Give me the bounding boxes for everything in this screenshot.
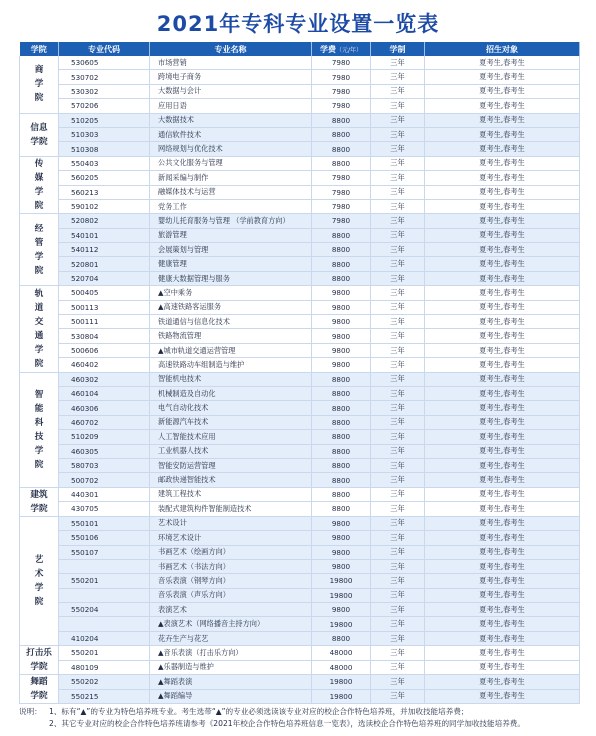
code-cell: 560213 — [59, 185, 150, 199]
code-cell: 570206 — [59, 99, 150, 113]
fee-cell: 48000 — [312, 660, 371, 675]
code-cell: 480109 — [59, 660, 150, 675]
system-cell: 三年 — [371, 257, 425, 271]
system-cell: 三年 — [371, 631, 425, 645]
target-cell: 夏考生,春考生 — [425, 156, 580, 170]
code-cell: 500111 — [59, 315, 150, 329]
target-cell: 夏考生,春考生 — [425, 689, 580, 704]
code-cell: 440301 — [59, 487, 150, 502]
system-cell: 三年 — [371, 617, 425, 631]
table-row — [20, 329, 580, 343]
fee-cell: 8800 — [312, 458, 371, 472]
system-cell: 三年 — [371, 574, 425, 588]
fee-cell: 8800 — [312, 271, 371, 285]
major-name-cell: ▲表演艺术（网络播音主持方向） — [150, 617, 312, 631]
target-cell: 夏考生,春考生 — [425, 243, 580, 257]
table-row — [20, 502, 580, 517]
code-cell: 460104 — [59, 386, 150, 400]
fee-cell: 8800 — [312, 401, 371, 415]
college-cell: 艺 术 学 院 — [20, 516, 59, 646]
system-cell: 三年 — [371, 343, 425, 357]
major-name-cell: ▲乐器制造与维护 — [150, 660, 312, 675]
code-cell — [59, 588, 150, 602]
target-cell: 夏考生,春考生 — [425, 315, 580, 329]
target-cell: 夏考生,春考生 — [425, 171, 580, 185]
major-name-cell: 铁路物流管理 — [150, 329, 312, 343]
system-cell: 三年 — [371, 372, 425, 386]
system-cell: 三年 — [371, 444, 425, 458]
fee-cell: 8800 — [312, 142, 371, 156]
code-cell: 550403 — [59, 156, 150, 170]
major-name-cell: 健康管理 — [150, 257, 312, 271]
fee-cell: 7980 — [312, 84, 371, 98]
table-row — [20, 300, 580, 314]
fee-cell: 19800 — [312, 588, 371, 602]
fee-cell: 19800 — [312, 675, 371, 690]
target-cell: 夏考生,春考生 — [425, 487, 580, 502]
college-cell: 信息 学院 — [20, 113, 59, 156]
code-cell: 550106 — [59, 531, 150, 545]
table-row — [20, 689, 580, 704]
target-cell: 夏考生,春考生 — [425, 617, 580, 631]
fee-cell: 7980 — [312, 199, 371, 213]
major-name-cell: 跨境电子商务 — [150, 70, 312, 84]
target-cell: 夏考生,春考生 — [425, 329, 580, 343]
system-cell: 三年 — [371, 689, 425, 704]
target-cell: 夏考生,春考生 — [425, 473, 580, 487]
system-cell: 三年 — [371, 185, 425, 199]
target-cell: 夏考生,春考生 — [425, 646, 580, 661]
fee-cell: 8800 — [312, 631, 371, 645]
table-row — [20, 487, 580, 502]
fee-cell: 9800 — [312, 516, 371, 530]
code-cell: 530804 — [59, 329, 150, 343]
target-cell: 夏考生,春考生 — [425, 401, 580, 415]
target-cell: 夏考生,春考生 — [425, 113, 580, 127]
table-row — [20, 257, 580, 271]
target-cell: 夏考生,春考生 — [425, 99, 580, 113]
table-row — [20, 228, 580, 242]
college-cell: 经 管 学 院 — [20, 214, 59, 286]
target-cell: 夏考生,春考生 — [425, 660, 580, 675]
table-header-row — [20, 42, 580, 56]
major-name-cell: 融媒体技术与运营 — [150, 185, 312, 199]
target-cell: 夏考生,春考生 — [425, 545, 580, 559]
table-row — [20, 473, 580, 487]
table-row — [20, 358, 580, 372]
header-system: 学制 — [371, 42, 425, 56]
system-cell: 三年 — [371, 487, 425, 502]
code-cell: 530302 — [59, 84, 150, 98]
table-row — [20, 56, 580, 70]
header-fee-label: 学费 — [319, 44, 336, 54]
major-name-cell: 书画艺术（绘画方向） — [150, 545, 312, 559]
table-row — [20, 156, 580, 170]
fee-cell: 8800 — [312, 430, 371, 444]
major-name-cell: 书画艺术（书法方向） — [150, 559, 312, 573]
fee-cell: 8800 — [312, 386, 371, 400]
code-cell: 550202 — [59, 675, 150, 690]
note-line-1: 1、标有“▲”的专业为特色培养班专业。考生选带“▲”的专业必须选读该专业对应的校企合作特色培养班，并加收技能培养费； — [49, 707, 469, 716]
college-cell: 打击乐 学院 — [20, 646, 59, 675]
system-cell: 三年 — [371, 473, 425, 487]
code-cell: 500405 — [59, 286, 150, 300]
header-college: 学院 — [20, 42, 59, 56]
major-name-cell: 大数据技术 — [150, 113, 312, 127]
system-cell: 三年 — [371, 243, 425, 257]
fee-cell: 9800 — [312, 358, 371, 372]
code-cell — [59, 559, 150, 573]
major-name-cell: 智能机电技术 — [150, 372, 312, 386]
fee-cell: 19800 — [312, 689, 371, 704]
system-cell: 三年 — [371, 214, 425, 228]
code-cell: 580703 — [59, 458, 150, 472]
table-row — [20, 631, 580, 645]
fee-cell: 7980 — [312, 214, 371, 228]
fee-cell: 9800 — [312, 531, 371, 545]
fee-cell: 9800 — [312, 559, 371, 573]
code-cell: 510205 — [59, 113, 150, 127]
target-cell: 夏考生,春考生 — [425, 343, 580, 357]
target-cell: 夏考生,春考生 — [425, 675, 580, 690]
system-cell: 三年 — [371, 430, 425, 444]
table-row — [20, 559, 580, 573]
table-row — [20, 458, 580, 472]
fee-cell: 7980 — [312, 70, 371, 84]
fee-cell: 8800 — [312, 415, 371, 429]
notes-label: 说明： — [19, 707, 42, 716]
table-row — [20, 430, 580, 444]
table-row — [20, 401, 580, 415]
target-cell: 夏考生,春考生 — [425, 286, 580, 300]
fee-cell: 8800 — [312, 243, 371, 257]
target-cell: 夏考生,春考生 — [425, 127, 580, 141]
code-cell — [59, 617, 150, 631]
target-cell: 夏考生,春考生 — [425, 502, 580, 517]
target-cell: 夏考生,春考生 — [425, 372, 580, 386]
major-name-cell: 环境艺术设计 — [150, 531, 312, 545]
system-cell: 三年 — [371, 559, 425, 573]
major-name-cell: 艺术设计 — [150, 516, 312, 530]
fee-cell: 19800 — [312, 617, 371, 631]
fee-cell: 9800 — [312, 315, 371, 329]
table-row — [20, 444, 580, 458]
major-name-cell: 花卉生产与花艺 — [150, 631, 312, 645]
target-cell: 夏考生,春考生 — [425, 56, 580, 70]
major-name-cell: 高速铁路动车组制造与维护 — [150, 358, 312, 372]
code-cell: 550215 — [59, 689, 150, 704]
table-row — [20, 603, 580, 617]
system-cell: 三年 — [371, 386, 425, 400]
major-table — [19, 42, 580, 704]
table-row — [20, 372, 580, 386]
major-name-cell: 人工智能技术应用 — [150, 430, 312, 444]
target-cell: 夏考生,春考生 — [425, 142, 580, 156]
college-cell: 建筑 学院 — [20, 487, 59, 516]
code-cell: 460302 — [59, 372, 150, 386]
system-cell: 三年 — [371, 315, 425, 329]
major-name-cell: 应用日语 — [150, 99, 312, 113]
note-line-2: 2、其它专业对应的校企合作特色培养班请参考《2021年校企合作特色培养班信息一览表》，选读校企合作特色培养班的同学加收技能培养费。 — [49, 719, 525, 728]
fee-cell: 9800 — [312, 545, 371, 559]
major-name-cell: ▲音乐表演（打击乐方向） — [150, 646, 312, 661]
system-cell: 三年 — [371, 588, 425, 602]
code-cell: 460402 — [59, 358, 150, 372]
system-cell: 三年 — [371, 228, 425, 242]
target-cell: 夏考生,春考生 — [425, 84, 580, 98]
target-cell: 夏考生,春考生 — [425, 559, 580, 573]
fee-cell: 8800 — [312, 257, 371, 271]
header-fee-unit: （元/年） — [335, 46, 363, 54]
note-row-1 — [19, 706, 589, 718]
table-row — [20, 171, 580, 185]
table-row — [20, 214, 580, 228]
code-cell: 520802 — [59, 214, 150, 228]
target-cell: 夏考生,春考生 — [425, 199, 580, 213]
fee-cell: 9800 — [312, 329, 371, 343]
major-name-cell: ▲城市轨道交通运营管理 — [150, 343, 312, 357]
notes — [19, 706, 589, 730]
code-cell: 540101 — [59, 228, 150, 242]
target-cell: 夏考生,春考生 — [425, 631, 580, 645]
major-name-cell: 建筑工程技术 — [150, 487, 312, 502]
table-row — [20, 243, 580, 257]
system-cell: 三年 — [371, 458, 425, 472]
fee-cell: 8800 — [312, 127, 371, 141]
major-name-cell: 会展策划与管理 — [150, 243, 312, 257]
code-cell: 460702 — [59, 415, 150, 429]
system-cell: 三年 — [371, 358, 425, 372]
table-row — [20, 516, 580, 530]
fee-cell: 9800 — [312, 343, 371, 357]
fee-cell: 7980 — [312, 56, 371, 70]
table-row — [20, 386, 580, 400]
table-row — [20, 185, 580, 199]
major-name-cell: 音乐表演（钢琴方向） — [150, 574, 312, 588]
major-name-cell: 新能源汽车技术 — [150, 415, 312, 429]
system-cell: 三年 — [371, 84, 425, 98]
system-cell: 三年 — [371, 99, 425, 113]
code-cell: 530702 — [59, 70, 150, 84]
header-target: 招生对象 — [425, 42, 580, 56]
table-row — [20, 99, 580, 113]
major-name-cell: 机械制造及自动化 — [150, 386, 312, 400]
target-cell: 夏考生,春考生 — [425, 257, 580, 271]
major-name-cell: 健康大数据管理与服务 — [150, 271, 312, 285]
system-cell: 三年 — [371, 171, 425, 185]
table-row — [20, 127, 580, 141]
major-name-cell: 装配式建筑构件智能制造技术 — [150, 502, 312, 517]
college-cell: 商 学 院 — [20, 56, 59, 113]
target-cell: 夏考生,春考生 — [425, 228, 580, 242]
target-cell: 夏考生,春考生 — [425, 516, 580, 530]
system-cell: 三年 — [371, 502, 425, 517]
table-row — [20, 545, 580, 559]
major-name-cell: 工业机器人技术 — [150, 444, 312, 458]
major-name-cell: 邮政快递智能技术 — [150, 473, 312, 487]
fee-cell: 8800 — [312, 444, 371, 458]
target-cell: 夏考生,春考生 — [425, 214, 580, 228]
target-cell: 夏考生,春考生 — [425, 574, 580, 588]
header-code: 专业代码 — [59, 42, 150, 56]
target-cell: 夏考生,春考生 — [425, 386, 580, 400]
fee-cell: 8800 — [312, 487, 371, 502]
code-cell: 430705 — [59, 502, 150, 517]
major-name-cell: 电气自动化技术 — [150, 401, 312, 415]
major-name-cell: ▲舞蹈编导 — [150, 689, 312, 704]
fee-cell: 7980 — [312, 171, 371, 185]
target-cell: 夏考生,春考生 — [425, 603, 580, 617]
system-cell: 三年 — [371, 675, 425, 690]
table-row — [20, 588, 580, 602]
system-cell: 三年 — [371, 603, 425, 617]
header-fee — [312, 42, 371, 56]
major-name-cell: 音乐表演（声乐方向） — [150, 588, 312, 602]
fee-cell: 8800 — [312, 156, 371, 170]
code-cell: 410204 — [59, 631, 150, 645]
target-cell: 夏考生,春考生 — [425, 458, 580, 472]
system-cell: 三年 — [371, 545, 425, 559]
code-cell: 560205 — [59, 171, 150, 185]
major-name-cell: 旅游管理 — [150, 228, 312, 242]
code-cell: 520704 — [59, 271, 150, 285]
fee-cell: 7980 — [312, 185, 371, 199]
table-row — [20, 271, 580, 285]
system-cell: 三年 — [371, 401, 425, 415]
note-row-2 — [19, 718, 589, 730]
major-name-cell: 大数据与会计 — [150, 84, 312, 98]
fee-cell: 8800 — [312, 502, 371, 517]
fee-cell: 8800 — [312, 473, 371, 487]
system-cell: 三年 — [371, 127, 425, 141]
system-cell: 三年 — [371, 271, 425, 285]
fee-cell: 8800 — [312, 372, 371, 386]
target-cell: 夏考生,春考生 — [425, 300, 580, 314]
major-name-cell: ▲高速铁路客运服务 — [150, 300, 312, 314]
system-cell: 三年 — [371, 531, 425, 545]
major-name-cell: 智能安防运营管理 — [150, 458, 312, 472]
code-cell: 460306 — [59, 401, 150, 415]
system-cell: 三年 — [371, 329, 425, 343]
table-row — [20, 142, 580, 156]
system-cell: 三年 — [371, 70, 425, 84]
fee-cell: 7980 — [312, 99, 371, 113]
code-cell: 500606 — [59, 343, 150, 357]
table-row — [20, 415, 580, 429]
major-name-cell: 表演艺术 — [150, 603, 312, 617]
target-cell: 夏考生,春考生 — [425, 185, 580, 199]
code-cell: 550107 — [59, 545, 150, 559]
major-name-cell: 婴幼儿托育服务与管理 （学前教育方向） — [150, 214, 312, 228]
major-name-cell: 党务工作 — [150, 199, 312, 213]
college-cell: 舞蹈 学院 — [20, 675, 59, 704]
fee-cell: 8800 — [312, 113, 371, 127]
target-cell: 夏考生,春考生 — [425, 430, 580, 444]
fee-cell: 9800 — [312, 300, 371, 314]
code-cell: 510209 — [59, 430, 150, 444]
major-name-cell: 市场营销 — [150, 56, 312, 70]
system-cell: 三年 — [371, 286, 425, 300]
table-row — [20, 199, 580, 213]
system-cell: 三年 — [371, 300, 425, 314]
target-cell: 夏考生,春考生 — [425, 531, 580, 545]
system-cell: 三年 — [371, 156, 425, 170]
system-cell: 三年 — [371, 199, 425, 213]
table-body — [20, 56, 580, 704]
page-title: 2021年专科专业设置一览表 — [156, 12, 440, 36]
major-table-container — [19, 42, 579, 704]
fee-cell: 9800 — [312, 603, 371, 617]
system-cell: 三年 — [371, 56, 425, 70]
table-row — [20, 286, 580, 300]
fee-cell: 9800 — [312, 286, 371, 300]
code-cell: 590102 — [59, 199, 150, 213]
table-row — [20, 343, 580, 357]
system-cell: 三年 — [371, 646, 425, 661]
code-cell: 510308 — [59, 142, 150, 156]
code-cell: 550101 — [59, 516, 150, 530]
system-cell: 三年 — [371, 415, 425, 429]
code-cell: 510303 — [59, 127, 150, 141]
code-cell: 550204 — [59, 603, 150, 617]
system-cell: 三年 — [371, 516, 425, 530]
major-name-cell: 新闻采编与制作 — [150, 171, 312, 185]
major-name-cell: 铁道通信与信息化技术 — [150, 315, 312, 329]
fee-cell: 48000 — [312, 646, 371, 661]
code-cell: 520801 — [59, 257, 150, 271]
system-cell: 三年 — [371, 113, 425, 127]
table-row — [20, 315, 580, 329]
table-row — [20, 531, 580, 545]
code-cell: 550201 — [59, 646, 150, 661]
college-cell: 轨 道 交 通 学 院 — [20, 286, 59, 372]
fee-cell: 19800 — [312, 574, 371, 588]
table-row — [20, 113, 580, 127]
table-row — [20, 660, 580, 675]
code-cell: 550201 — [59, 574, 150, 588]
system-cell: 三年 — [371, 142, 425, 156]
college-cell: 传 媒 学 院 — [20, 156, 59, 214]
target-cell: 夏考生,春考生 — [425, 271, 580, 285]
table-row — [20, 617, 580, 631]
code-cell: 530605 — [59, 56, 150, 70]
target-cell: 夏考生,春考生 — [425, 415, 580, 429]
header-name: 专业名称 — [150, 42, 312, 56]
target-cell: 夏考生,春考生 — [425, 70, 580, 84]
major-name-cell: ▲舞蹈表演 — [150, 675, 312, 690]
code-cell: 540112 — [59, 243, 150, 257]
target-cell: 夏考生,春考生 — [425, 588, 580, 602]
fee-cell: 8800 — [312, 228, 371, 242]
code-cell: 460305 — [59, 444, 150, 458]
college-cell: 智 能 科 技 学 院 — [20, 372, 59, 487]
target-cell: 夏考生,春考生 — [425, 444, 580, 458]
table-row — [20, 84, 580, 98]
table-row — [20, 574, 580, 588]
target-cell: 夏考生,春考生 — [425, 358, 580, 372]
table-row — [20, 646, 580, 661]
code-cell: 500702 — [59, 473, 150, 487]
system-cell: 三年 — [371, 660, 425, 675]
major-name-cell: 通信软件技术 — [150, 127, 312, 141]
major-name-cell: ▲空中乘务 — [150, 286, 312, 300]
code-cell: 500113 — [59, 300, 150, 314]
table-row — [20, 70, 580, 84]
major-name-cell: 网络规划与优化技术 — [150, 142, 312, 156]
major-name-cell: 公共文化服务与管理 — [150, 156, 312, 170]
table-row — [20, 675, 580, 690]
